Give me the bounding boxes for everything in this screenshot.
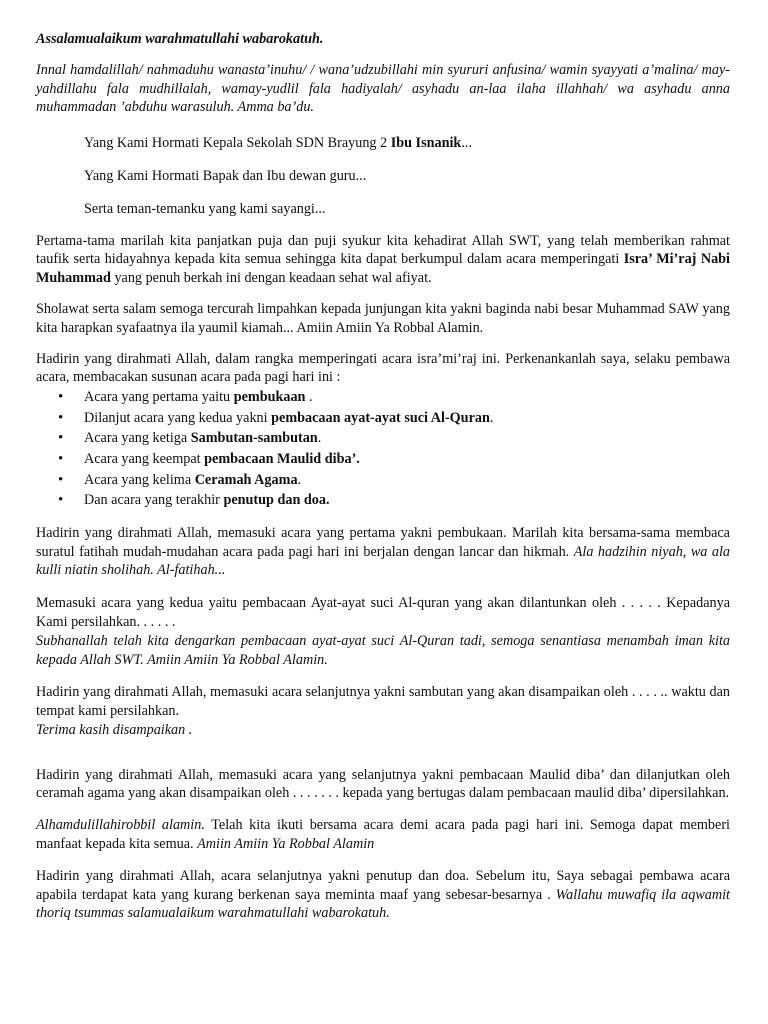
agenda-item-title: penutup dan doa. [223,492,330,509]
paragraph-speech: Hadirin yang dirahmati Allah, memasuki acara selanjutnya yakni sambutan yang akan disampaikan oleh . . . . .. waktu dan tempat kami persilahkan. [36,684,730,720]
paragraph-alhamdulillah [36,816,730,854]
agenda-list [36,387,730,511]
paragraph-quran-reading: Memasuki acara yang kedua yaitu pembacaan Ayat-ayat suci Al-quran yang akan dilantunkan oleh . . . . . Kepadanya Kami persilahkan. . . . . . [36,595,730,630]
list-item [36,408,730,429]
agenda-item-end: . [489,409,494,426]
agenda-item-title: pembacaan Maulid diba’. [204,450,360,467]
agenda-item-title: pembukaan [233,389,306,406]
paragraph-maulid-diba: Hadirin yang dirahmati Allah, memasuki acara yang selanjutnya yakni pembacaan Maulid diba’ dan dilanjutkan oleh ceramah agama yang akan disampaikan oleh . . . . . . . kepada yang bertugas dalam pembacaan maulid diba’ dipersilahkan. [36,766,730,802]
agenda-item-end: . [305,389,313,406]
paragraph-alhamdulillah-text: Telah kita ikuti bersama acara demi acara pada pagi hari ini. Semoga dapat memberi manfaat kepada kita semua. [36,817,730,853]
paragraph-gratitude-end: yang penuh berkah ini dengan keadaan sehat wal afiyat. [110,270,432,287]
agenda-item-text: Acara yang pertama yaitu [84,389,234,406]
list-item [36,470,730,491]
agenda-item-text: Acara yang keempat [84,450,205,467]
paragraph-gratitude-text: Pertama-tama marilah kita panjatkan puja dan puji syukur kita kehadirat Allah SWT, yang telah memberikan rahmat taufik serta hidayahnya kepada kita semua sehingga kita dapat berkumpul dalam acara memperingati [36,232,730,268]
respect-line-friends: Serta teman-temanku yang kami sayangi... [84,200,326,217]
list-item [36,490,730,511]
agenda-item-title: pembacaan ayat-ayat suci Al-Quran [271,409,490,426]
amiin-text: Amiin Amiin Ya Robbal Alamin [197,836,375,853]
list-item [36,449,730,470]
closing-salam: Wallahu muwafiq ila aqwamit thoriq tsummas salamualaikum warahmatullahi wabarokatuh. [36,886,731,922]
agenda-item-title: Ceramah Agama [194,471,298,488]
respect-line-principal-ellipsis: ... [461,135,472,152]
agenda-item-end: . [297,471,302,488]
event-name: Isra’ Mi’raj Nabi Muhammad [36,251,730,287]
greeting: Assalamualaikum warahmatullahi wabarokatuh. [36,31,324,47]
document-page [36,30,730,923]
paragraph-quran-reading-closing: Subhanallah telah kita dengarkan pembacaan ayat-ayat suci Al-Quran tadi, semoga senantiasa menambah iman kita kepada Allah SWT. Amiin Amiin Ya Robbal Alamin. [36,632,730,668]
paragraph-speech-thanks: Terima kasih disampaikan . [36,721,193,738]
respect-line-teachers: Yang Kami Hormati Bapak dan Ibu dewan guru... [84,167,367,184]
paragraph-gratitude [36,232,730,288]
paragraph-closing-text: Hadirin yang dirahmati Allah, acara selanjutnya yakni penutup dan doa. Sebelum itu, Saya sebagai pembawa acara apabila terdapat kata yang kurang berkenan saya meminta maaf yang sebesar-besarnya . [36,867,730,903]
opening-arabic-prayer: Innal hamdalillah/ nahmaduhu wanasta’inuhu/ / wana’udzubillahi min syururi anfusina/ wamin syayyati a’malina/ may-yahdillahu fala mudhillalah, wamay-yudlil fala hadiyalah/ asyhadu an-laa ilaha illahhah/ wa asyhadu anna muhammadan ’abduhu warasuluh. Amma ba’du. [36,61,730,116]
alhamdulillah-text: Alhamdulillahirobbil alamin. [36,817,205,834]
list-item [36,428,730,449]
paragraph-agenda-intro: Hadirin yang dirahmati Allah, dalam rangka memperingati acara isra’mi’raj ini. Perkenankanlah saya, selaku pembawa acara, membacakan susunan acara pada pagi hari ini : [36,350,730,386]
agenda-item-text: Acara yang ketiga [84,430,191,447]
agenda-item-end: . [317,430,322,447]
principal-name: Ibu Isnanik [390,135,462,152]
respect-line-principal [36,134,730,153]
paragraph-opening-fatihah-text: Hadirin yang dirahmati Allah, memasuki acara yang pertama yakni pembukaan. Marilah kita bersama-sama membaca suratul fatihah mudah-mudahan acara pada pagi hari ini berjalan dengan lancar dan hikmah. [36,524,730,560]
agenda-item-text: Dilanjut acara yang kedua yakni [84,409,272,426]
fatihah-invocation: Ala hadzihin niyah, wa ala kulli niatin sholihah. Al-fatihah... [36,543,730,579]
respect-line-principal-text: Yang Kami Hormati Kepala Sekolah SDN Brayung 2 [84,135,391,152]
list-item [36,387,730,408]
agenda-item-text: Dan acara yang terakhir [84,492,224,509]
agenda-item-text: Acara yang kelima [84,471,195,488]
paragraph-sholawat: Sholawat serta salam semoga tercurah limpahkan kepada junjungan kita yakni baginda nabi besar Muhammad SAW yang kita harapkan syafaatnya ila yaumil kiamah... Amiin Amiin Ya Robbal Alamin. [36,300,730,336]
paragraph-opening-fatihah [36,524,730,580]
agenda-item-title: Sambutan-sambutan [190,430,318,447]
paragraph-closing [36,867,730,923]
